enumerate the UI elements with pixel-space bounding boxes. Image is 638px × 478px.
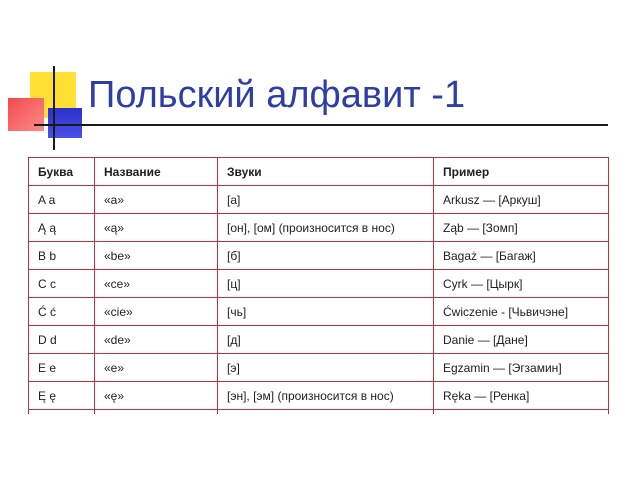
logo-vertical-line: [53, 66, 55, 150]
cell-sound: [чь]: [218, 298, 434, 326]
table-row-cutoff: [29, 410, 609, 415]
cell-letter: D d: [29, 326, 95, 354]
table-row: [29, 270, 609, 298]
cell-name: «e»: [95, 354, 218, 382]
cell-letter: Ę ę: [29, 382, 95, 410]
table-row: [29, 214, 609, 242]
table-row: [29, 354, 609, 382]
table-row: [29, 382, 609, 410]
cell-sound: [эн], [эм] (произносится в нос): [218, 382, 434, 410]
cell-sound: [д]: [218, 326, 434, 354]
header-name: Название: [95, 158, 218, 186]
cell-example: Arkusz — [Аркуш]: [434, 186, 609, 214]
cell-letter: Ą ą: [29, 214, 95, 242]
header-letter: Буква: [29, 158, 95, 186]
table-row: [29, 242, 609, 270]
table-row: [29, 186, 609, 214]
cell-name: «a»: [95, 186, 218, 214]
cell-sound: [а]: [218, 186, 434, 214]
cell-example: Ręka — [Ренка]: [434, 382, 609, 410]
cell-example: Ćwiczenie - [Чьвичэне]: [434, 298, 609, 326]
cell-sound: [он], [ом] (произносится в нос): [218, 214, 434, 242]
cell-sound: [э]: [218, 354, 434, 382]
cell-empty: [218, 410, 434, 415]
header-sound: Звуки: [218, 158, 434, 186]
table-header-row: [29, 158, 609, 186]
slide-logo-decoration: [0, 0, 90, 150]
cell-example: Danie — [Дане]: [434, 326, 609, 354]
cell-sound: [ц]: [218, 270, 434, 298]
cell-example: Ząb — [Зомп]: [434, 214, 609, 242]
cell-empty: [95, 410, 218, 415]
title-underline: [34, 124, 608, 126]
header-example: Пример: [434, 158, 609, 186]
cell-letter: Ć ć: [29, 298, 95, 326]
cell-example: Bagaż — [Багаж]: [434, 242, 609, 270]
cell-letter: B b: [29, 242, 95, 270]
cell-name: «cie»: [95, 298, 218, 326]
logo-red-square: [8, 98, 44, 131]
cell-name: «de»: [95, 326, 218, 354]
cell-example: Egzamin — [Эгзамин]: [434, 354, 609, 382]
slide-title: Польский алфавит -1: [88, 74, 466, 116]
cell-letter: A a: [29, 186, 95, 214]
cell-empty: [434, 410, 609, 415]
cell-letter: C c: [29, 270, 95, 298]
cell-example: Cyrk — [Цырк]: [434, 270, 609, 298]
alphabet-table: [28, 157, 609, 414]
cell-name: «ą»: [95, 214, 218, 242]
cell-name: «ę»: [95, 382, 218, 410]
cell-name: «be»: [95, 242, 218, 270]
table-row: [29, 298, 609, 326]
table-row: [29, 326, 609, 354]
cell-empty: [29, 410, 95, 415]
cell-letter: E e: [29, 354, 95, 382]
cell-name: «ce»: [95, 270, 218, 298]
cell-sound: [б]: [218, 242, 434, 270]
